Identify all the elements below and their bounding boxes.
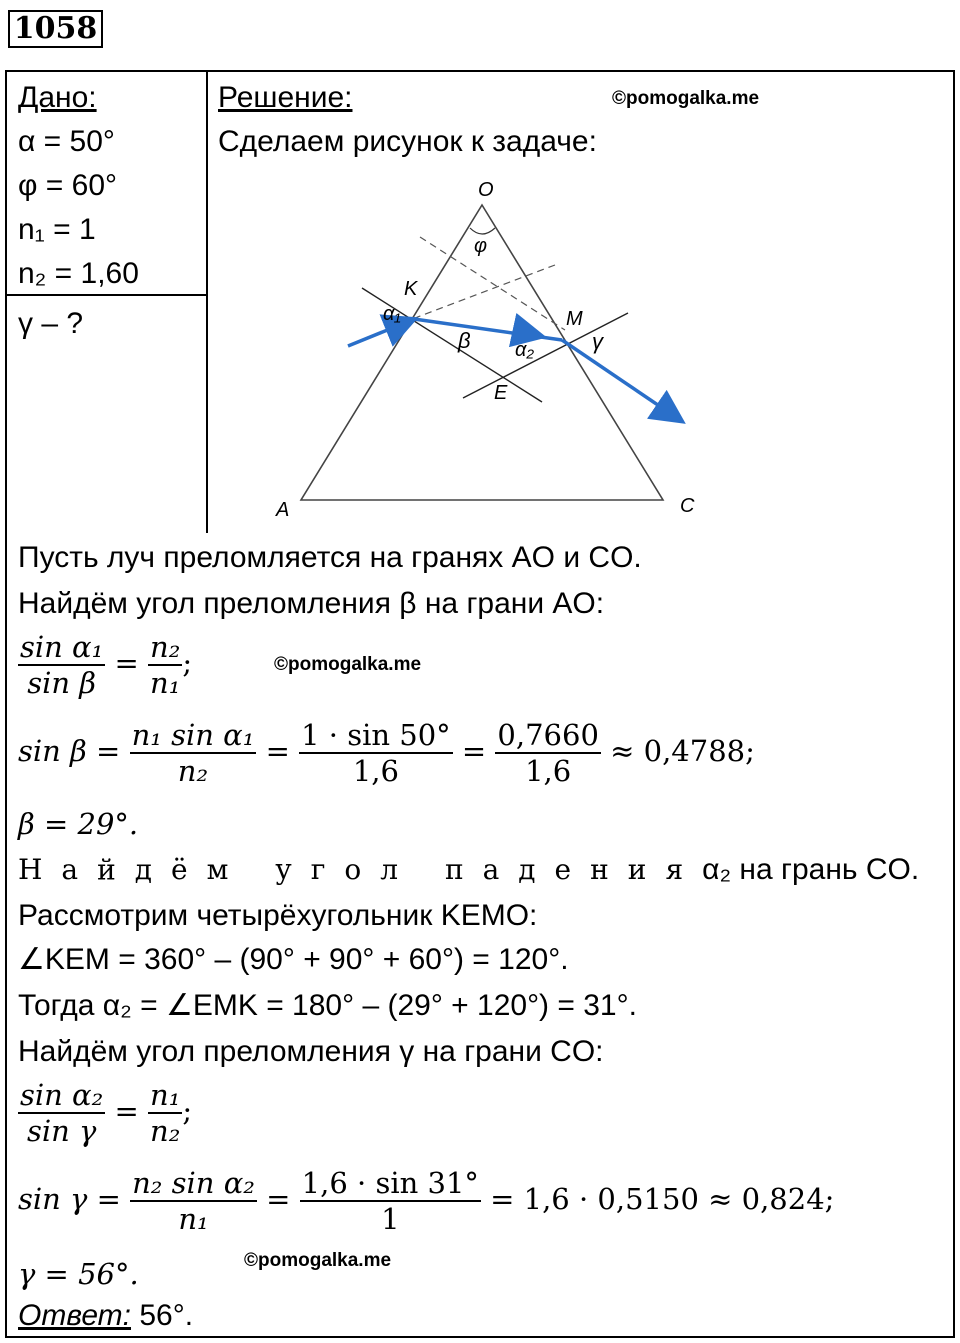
- prism-figure: [0, 0, 960, 540]
- label-phi: φ: [474, 235, 488, 257]
- eq-numerator: n₂ sin α₂: [132, 1166, 255, 1200]
- eq-tail: ≈ 0,4788;: [610, 734, 755, 768]
- eq-denominator: 1: [381, 1202, 400, 1236]
- eq-denominator: n₂: [150, 1114, 181, 1148]
- label-k: K: [404, 278, 418, 300]
- text-line: Рассмотрим четырёхугольник KEMO:: [18, 899, 538, 932]
- eq-denominator: sin β: [27, 666, 97, 700]
- text-line: Тогда α₂ = ∠EMK = 180° – (29° + 120°) = 31°.: [18, 989, 637, 1022]
- eq-numerator: sin α₁: [20, 630, 104, 664]
- answer-line: [18, 1298, 193, 1334]
- label-o: O: [478, 179, 494, 201]
- label-beta: β: [458, 328, 471, 353]
- text-tail: α₂ на грань CO.: [702, 853, 920, 886]
- label-a: A: [276, 499, 290, 521]
- eq-denominator: 1,6: [525, 754, 572, 788]
- label-m: M: [566, 308, 583, 330]
- normal-k-extension: [420, 237, 565, 330]
- eq-numerator: 1,6 · sin 31°: [301, 1166, 479, 1200]
- find-line: γ – ?: [18, 307, 84, 340]
- emergent-ray: [562, 340, 680, 420]
- eq-denominator: sin γ: [26, 1114, 97, 1148]
- eq-denominator: n₂: [177, 754, 209, 788]
- normal-m: [463, 313, 628, 398]
- equation-gamma: γ = 56°.: [18, 1257, 139, 1291]
- eq-numerator: n₂: [150, 630, 181, 664]
- equation-snell-2: $\frac{\text{sin α₂}}{\text{sin γ}}$ = $\frac{\text{n₁}}{\text{n₂}}$ ;: [20, 1078, 193, 1148]
- eq-numerator: sin α₂: [20, 1078, 104, 1112]
- text-line: Пусть луч преломляется на гранях AO и CO.: [18, 541, 642, 574]
- watermark: ©pomogalka.me: [244, 1250, 392, 1271]
- equation-sin-gamma: sin γ = $\frac{\text{n₂ sin α₂}}{\text{n₁}}$ = $\frac{1,6 \cdot \sin 31^\circ}{1}$ = 1,6 · 0,5150 ≈ 0,824;: [18, 1166, 835, 1236]
- eq-tail: ;: [182, 646, 193, 680]
- given-line: n₂ = 1,60: [18, 257, 139, 290]
- incident-ray: [348, 320, 412, 346]
- watermark: ©pomogalka.me: [274, 654, 422, 675]
- text-line: ∠KEM = 360° – (90° + 90° + 60°) = 120°.: [18, 943, 569, 976]
- text-line-incidence: [18, 852, 919, 888]
- eq-denominator: n₁: [178, 1202, 209, 1236]
- text-line: Найдём угол преломления γ на грани CO:: [18, 1035, 604, 1068]
- problem-number: 1058: [8, 10, 103, 48]
- eq-lhs: sin β =: [18, 734, 121, 768]
- eq-numerator: n₁ sin α₁: [131, 718, 255, 752]
- text-line: Найдём угол преломления β на грани AO:: [18, 587, 605, 620]
- answer-value: 56°.: [131, 1299, 194, 1332]
- given-header: Дано:: [18, 81, 97, 114]
- label-c: C: [680, 495, 695, 517]
- answer-label: Ответ:: [18, 1299, 131, 1332]
- equation-sin-beta: sin β = $\frac{\text{n₁ sin α₁}}{\text{n₂}}$ = $\frac{1 \cdot \sin 50^\circ}{1,6}$ = $\frac{0,7660}{1,6}$ ≈ 0,4788;: [18, 718, 755, 788]
- equation-beta: β = 29°.: [18, 807, 139, 841]
- eq-tail: = 1,6 · 0,5150 ≈ 0,824;: [490, 1182, 835, 1216]
- spaced-text: Найдём угол падения: [18, 853, 703, 886]
- eq-denominator: n₁: [150, 666, 181, 700]
- eq-lhs: sin γ =: [18, 1182, 121, 1216]
- solution-header: Решение:: [218, 81, 353, 114]
- eq-numerator: 1 · sin 50°: [301, 718, 451, 752]
- given-line: φ = 60°: [18, 169, 118, 202]
- label-alpha2: α₂: [515, 339, 535, 361]
- label-gamma: γ: [592, 329, 603, 354]
- eq-numerator: 0,7660: [497, 718, 599, 752]
- eq-denominator: 1,6: [352, 754, 399, 788]
- equation-snell-1: $\frac{\text{sin α₁}}{\text{sin β}}$ = $\frac{\text{n₂}}{\text{n₁}}$ ;: [20, 630, 193, 700]
- solution-intro: Сделаем рисунок к задаче:: [218, 125, 597, 158]
- eq-numerator: n₁: [150, 1078, 181, 1112]
- phi-arc: [470, 228, 495, 234]
- given-line: n₁ = 1: [18, 213, 96, 246]
- label-alpha1: α₁: [383, 303, 401, 325]
- given-line: α = 50°: [18, 125, 115, 158]
- eq-tail: ;: [182, 1094, 193, 1128]
- label-e: E: [494, 382, 508, 404]
- watermark: ©pomogalka.me: [612, 88, 760, 109]
